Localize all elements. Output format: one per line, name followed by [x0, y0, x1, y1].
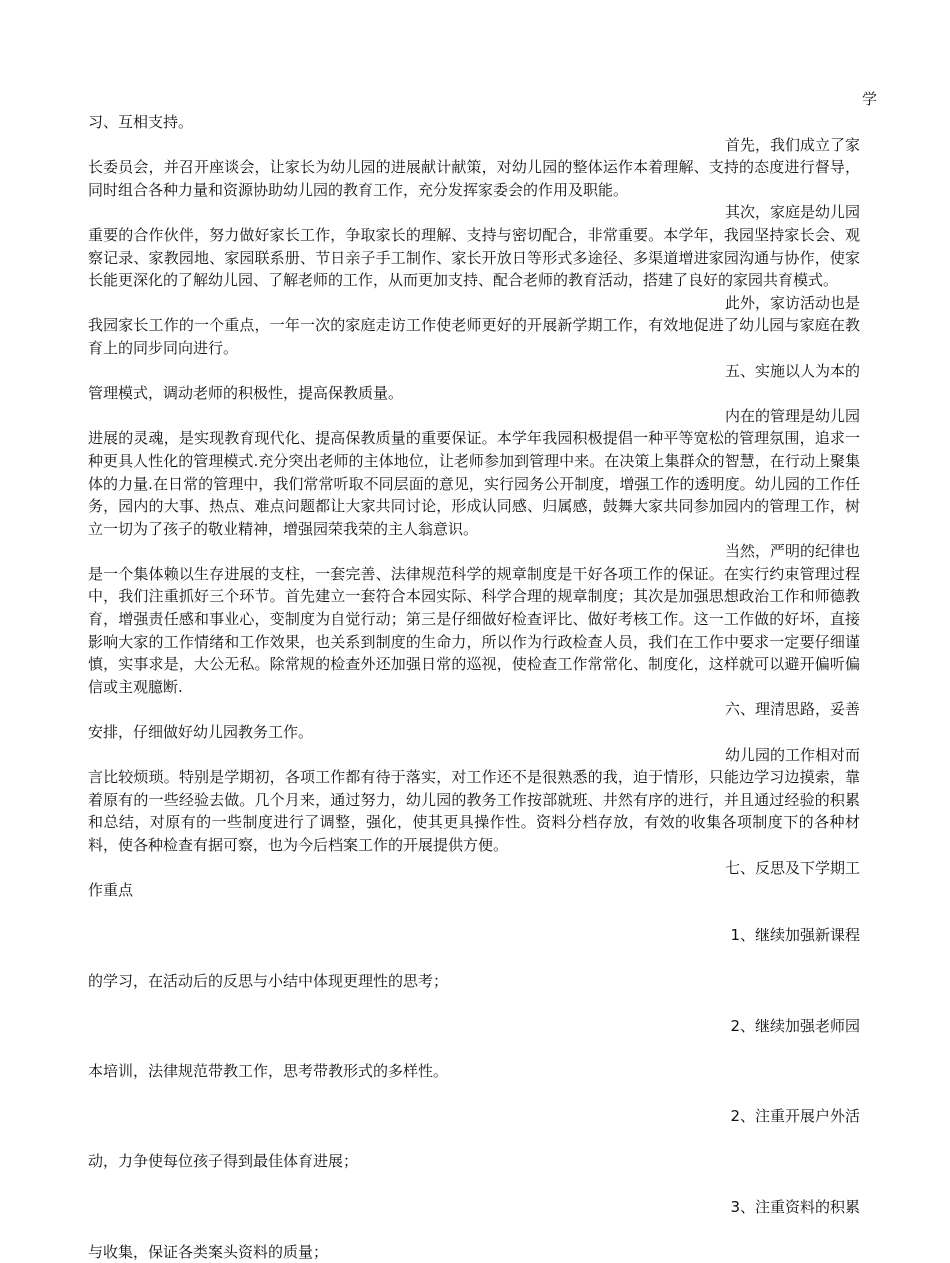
- para-body: 安排，仔细做好幼儿园教务工作。: [88, 723, 314, 742]
- list-item-lead: 3、注重资料的积累: [730, 1197, 860, 1216]
- para-lead: 幼儿园的工作相对而: [724, 745, 860, 764]
- heading-five: 五、实施以人为本的: [724, 361, 860, 380]
- para-lead: 内在的管理是幼儿园: [724, 406, 860, 425]
- para-lead: 此外，家访活动也是: [724, 293, 860, 312]
- list-item-body: 动，力争使每位孩子得到最佳体育进展；: [88, 1152, 359, 1171]
- para-body: 长委员会，并召开座谈会，让家长为幼儿园的进展献计献策，对幼儿园的整体运作本着理解、支持的态度进行督导，同时组合各种力量和资源协助幼儿园的教育工作，充分发挥家委会的作用及职能。: [88, 158, 860, 199]
- heading-seven: 七、反思及下学期工: [724, 858, 860, 877]
- list-item-body: 本培训，法律规范带教工作，思考带教形式的多样性。: [88, 1061, 449, 1080]
- para-body: 言比较烦琐。特别是学期初，各项工作都有待于落实，对工作还不是很熟悉的我，迫于情形，只能边学习边摸索，靠着原有的一些经验去做。几个月来，通过努力，幼儿园的教务工作按部就班、井然有序的进行，并且通过经验的积累和总结，对原有的一些制度进行了调整，强化，使其更具操作性。资料分档存放，有效的收集各项制度下的各种材料，使各种检查有据可察，也为今后档案工作的开展提供方便。: [88, 768, 860, 854]
- para-body: 进展的灵魂，是实现教育现代化、提高保教质量的重要保证。本学年我园积极提倡一种平等宽松的管理氛围，追求一种更具人性化的管理模式.充分突出老师的主体地位，让老师参加到管理中来。在决策上集群众的智慧，在行动上聚集体的力量.在日常的管理中，我们常常听取不同层面的意见，实行园务公开制度，增强工作的透明度。幼儿园的工作任务，园内的大事、热点、难点问题都让大家共同讨论，形成认同感、归属感，鼓舞大家共同参加园内的管理工作，树立一切为了孩子的敬业精神，增强园荣我荣的主人翁意识。: [88, 429, 860, 538]
- list-item-body: 与收集，保证各类案头资料的质量；: [88, 1242, 329, 1261]
- para-body: 是一个集体赖以生存进展的支柱，一套完善、法律规范科学的规章制度是干好各项工作的保证。在实行约束管理过程中，我们注重抓好三个环节。首先建立一套符合本园实际、科学合理的规章制度；其次是加强思想政治工作和师德教育，增强责任感和事业心，变制度为自觉行动；第三是仔细做好检查评比、做好考核工作。这一工作做的好坏，直接影响大家的工作情绪和工作效果，也关系到制度的生命力，所以作为行政检查人员，我们在工作中要求一定要仔细谨慎，实事求是，大公无私。除常规的检查外还加强日常的巡视，使检查工作常常化、制度化，这样就可以避开偏听偏信或主观臆断.: [88, 564, 860, 696]
- para-lead: 当然，严明的纪律也: [724, 542, 860, 561]
- list-item-lead: 2、继续加强老师园: [730, 1016, 860, 1035]
- para-lead: 首先，我们成立了家: [724, 135, 860, 154]
- para-body: 我园家长工作的一个重点，一年一次的家庭走访工作使老师更好的开展新学期工作，有效地促进了幼儿园与家庭在教育上的同步同向进行。: [88, 316, 860, 357]
- list-item-lead: 2、注重开展户外活: [730, 1107, 860, 1126]
- top-fragment-text: 学: [862, 90, 878, 108]
- para-body: 管理模式，调动老师的积极性，提高保教质量。: [88, 384, 404, 403]
- para-lead: 其次，家庭是幼儿园: [724, 203, 860, 222]
- heading-six: 六、理清思路，妥善: [724, 700, 860, 719]
- document-body: [88, 111, 860, 1263]
- list-item-lead: 1、继续加强新课程: [730, 926, 860, 945]
- list-item-body: 的学习，在活动后的反思与小结中体现更理性的思考；: [88, 971, 449, 990]
- first-line: 习、互相支持。: [88, 113, 194, 131]
- para-body: 重要的合作伙伴，努力做好家长工作，争取家长的理解、支持与密切配合，非常重要。本学年，我园坚持家长会、观察记录、家教园地、家园联系册、节日亲子手工制作、家长开放日等形式多途径、多渠道增进家园沟通与协作，使家长能更深化的了解幼儿园、了解老师的工作，从而更加支持、配合老师的教育活动，搭建了良好的家园共育模式。: [88, 225, 860, 290]
- para-body: 作重点: [88, 881, 134, 900]
